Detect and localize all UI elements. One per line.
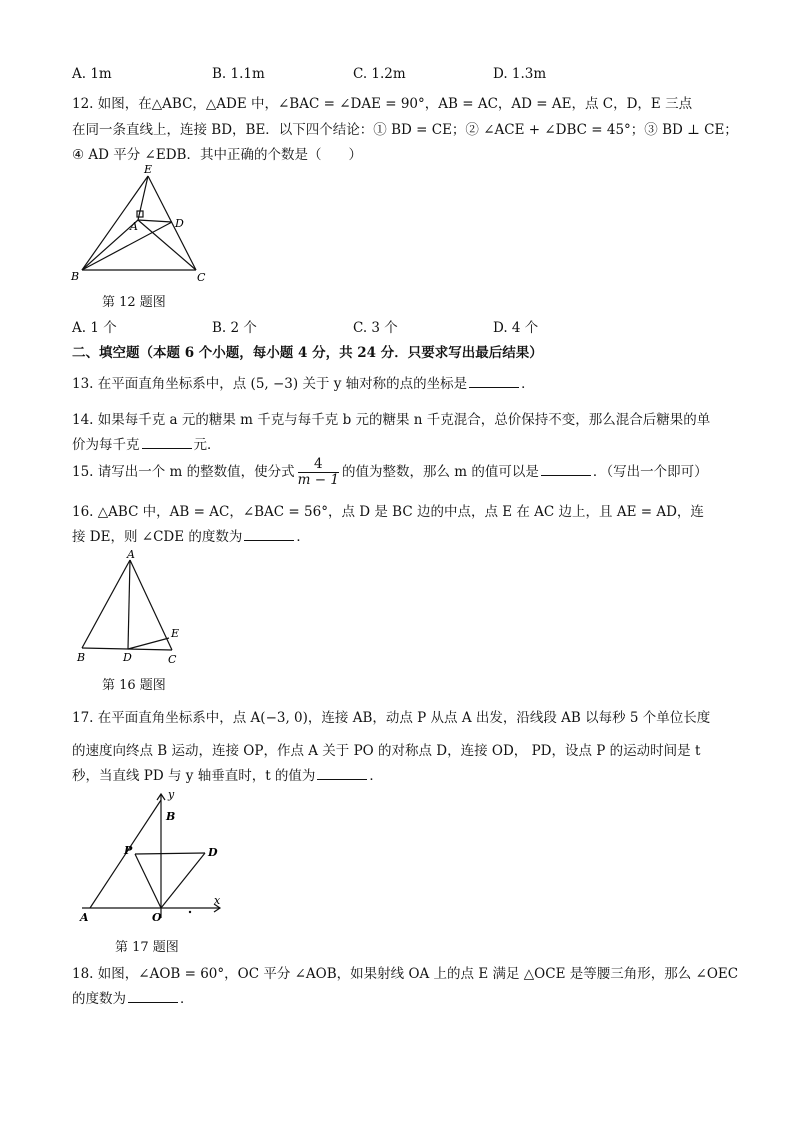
q18-text-line2 xyxy=(72,987,194,1007)
q14-text-line1: 14. 如果每千克 a 元的糖果 m 千克与每千克 b 元的糖果 n 千克混合，总价保持不变，那么混合后糖果的单 xyxy=(72,412,711,428)
q16-text-line1: 16. △ABC 中，AB = AC，∠BAC = 56°，点 D 是 BC 边的中点，点 E 在 AC 边上，且 AE = AD，连 xyxy=(72,504,704,520)
section2-heading: 二、填空题（本题 6 个小题，每小题 4 分，共 24 分．只要求写出最后结果） xyxy=(72,345,543,361)
q15-answer-blank[interactable] xyxy=(541,463,591,476)
q15-fraction-numerator: 4 xyxy=(298,457,339,473)
q16-line-ad xyxy=(128,560,130,649)
q17-line-po xyxy=(135,854,161,908)
q16-label-b: B xyxy=(77,651,86,664)
q16-text-after: ． xyxy=(296,529,310,545)
q13-text-before: 13. 在平面直角坐标系中，点 (5, −3) 关于 y 轴对称的点的坐标是 xyxy=(72,376,468,392)
q16-label-a: A xyxy=(127,548,135,561)
q17-text-line2: 的速度向终点 B 运动，连接 OP，作点 A 关于 PO 的对称点 D，连接 OD， PD，设点 P 的运动时间是 t xyxy=(72,743,701,759)
q12-option-c: C. 3 个 xyxy=(353,320,398,336)
q17-text-after: ． xyxy=(369,768,383,784)
q16-line-ab xyxy=(82,560,130,648)
q17-text-before: 秒，当直线 PD 与 y 轴垂直时，t 的值为 xyxy=(72,768,316,784)
q11-option-a: A. 1m xyxy=(72,66,112,82)
q17-answer-blank[interactable] xyxy=(317,767,367,780)
q12-line-ac xyxy=(138,220,196,270)
q12-figure xyxy=(66,160,216,288)
q18-answer-blank[interactable] xyxy=(128,990,178,1003)
q18-text-line1: 18. 如图，∠AOB = 60°，OC 平分 ∠AOB，如果射线 OA 上的点 E 满足 △OCE 是等腰三角形，那么 ∠OEC xyxy=(72,966,739,982)
q15-fraction xyxy=(298,457,339,488)
q15-text-middle: 的值为整数，那么 m 的值可以是 xyxy=(341,464,539,480)
q17-label-b: B xyxy=(166,810,176,823)
q12-option-a: A. 1 个 xyxy=(72,320,117,336)
q12-line-ad xyxy=(138,220,172,222)
q11-option-d: D. 1.3m xyxy=(493,66,547,82)
q17-label-a: A xyxy=(80,911,89,924)
q13-text xyxy=(72,372,535,392)
q16-line-ac xyxy=(130,560,172,650)
q17-label-x: x xyxy=(214,894,221,907)
q14-answer-blank[interactable] xyxy=(142,436,192,449)
q16-caption: 第 16 题图 xyxy=(102,678,166,693)
q12-line-ec xyxy=(148,176,196,270)
q17-stray-dot xyxy=(189,911,191,913)
q17-label-p: P xyxy=(124,844,133,857)
q16-label-d: D xyxy=(123,651,132,664)
q12-line-eb xyxy=(82,176,148,270)
q18-text-before: 的度数为 xyxy=(72,991,126,1007)
q16-figure xyxy=(72,548,192,670)
q16-text-before: 接 DE，则 ∠CDE 的度数为 xyxy=(72,529,243,545)
q14-text-line2 xyxy=(72,433,221,453)
q13-text-after: ． xyxy=(521,376,535,392)
q15-text-before: 15. 请写出一个 m 的整数值，使分式 xyxy=(72,464,295,480)
q17-label-y: y xyxy=(168,788,175,801)
q17-figure xyxy=(72,786,232,926)
q14-text-before: 价为每千克 xyxy=(72,437,140,453)
q15-text xyxy=(72,457,708,488)
q11-option-c: C. 1.2m xyxy=(353,66,406,82)
q13-answer-blank[interactable] xyxy=(469,375,519,388)
q17-text-line3 xyxy=(72,764,383,784)
q12-text-line3: ④ AD 平分 ∠EDB．其中正确的个数是（ ） xyxy=(72,147,362,163)
q12-text-line1: 12. 如图，在△ABC，△ADE 中，∠BAC = ∠DAE = 90°，AB = AC，AD = AE，点 C，D，E 三点 xyxy=(72,96,693,112)
q15-text-after: ．（写出一个即可） xyxy=(592,464,708,480)
q16-line-bc xyxy=(82,648,172,650)
q16-label-c: C xyxy=(168,653,177,666)
q12-label-e: E xyxy=(144,163,153,176)
q12-label-b: B xyxy=(71,270,80,283)
q18-text-after: ． xyxy=(180,991,194,1007)
q17-caption: 第 17 题图 xyxy=(115,940,179,955)
q16-answer-blank[interactable] xyxy=(244,528,294,541)
q17-line-od xyxy=(161,853,205,908)
q17-text-line1: 17. 在平面直角坐标系中，点 A(−3, 0)，连接 AB，动点 P 从点 A 出发，沿线段 AB 以每秒 5 个单位长度 xyxy=(72,710,711,726)
q16-label-e: E xyxy=(171,627,180,640)
q16-line-de xyxy=(128,638,169,649)
q15-fraction-denominator: m − 1 xyxy=(297,472,339,488)
q17-label-d: D xyxy=(208,846,218,859)
q12-option-d: D. 4 个 xyxy=(493,320,539,336)
q12-label-c: C xyxy=(197,271,206,284)
q14-text-after: 元． xyxy=(193,437,221,453)
q12-label-d: D xyxy=(175,217,184,230)
q12-label-a: A xyxy=(130,220,138,233)
q12-caption: 第 12 题图 xyxy=(102,295,166,310)
q12-option-b: B. 2 个 xyxy=(212,320,257,336)
q11-option-b: B. 1.1m xyxy=(212,66,265,82)
q12-text-line2: 在同一条直线上，连接 BD，BE．以下四个结论：① BD = CE；② ∠ACE + ∠DBC = 45°；③ BD ⊥ CE； xyxy=(72,122,738,138)
q17-line-pd xyxy=(135,853,205,854)
q16-text-line2 xyxy=(72,525,310,545)
q17-label-o: O xyxy=(152,911,162,924)
